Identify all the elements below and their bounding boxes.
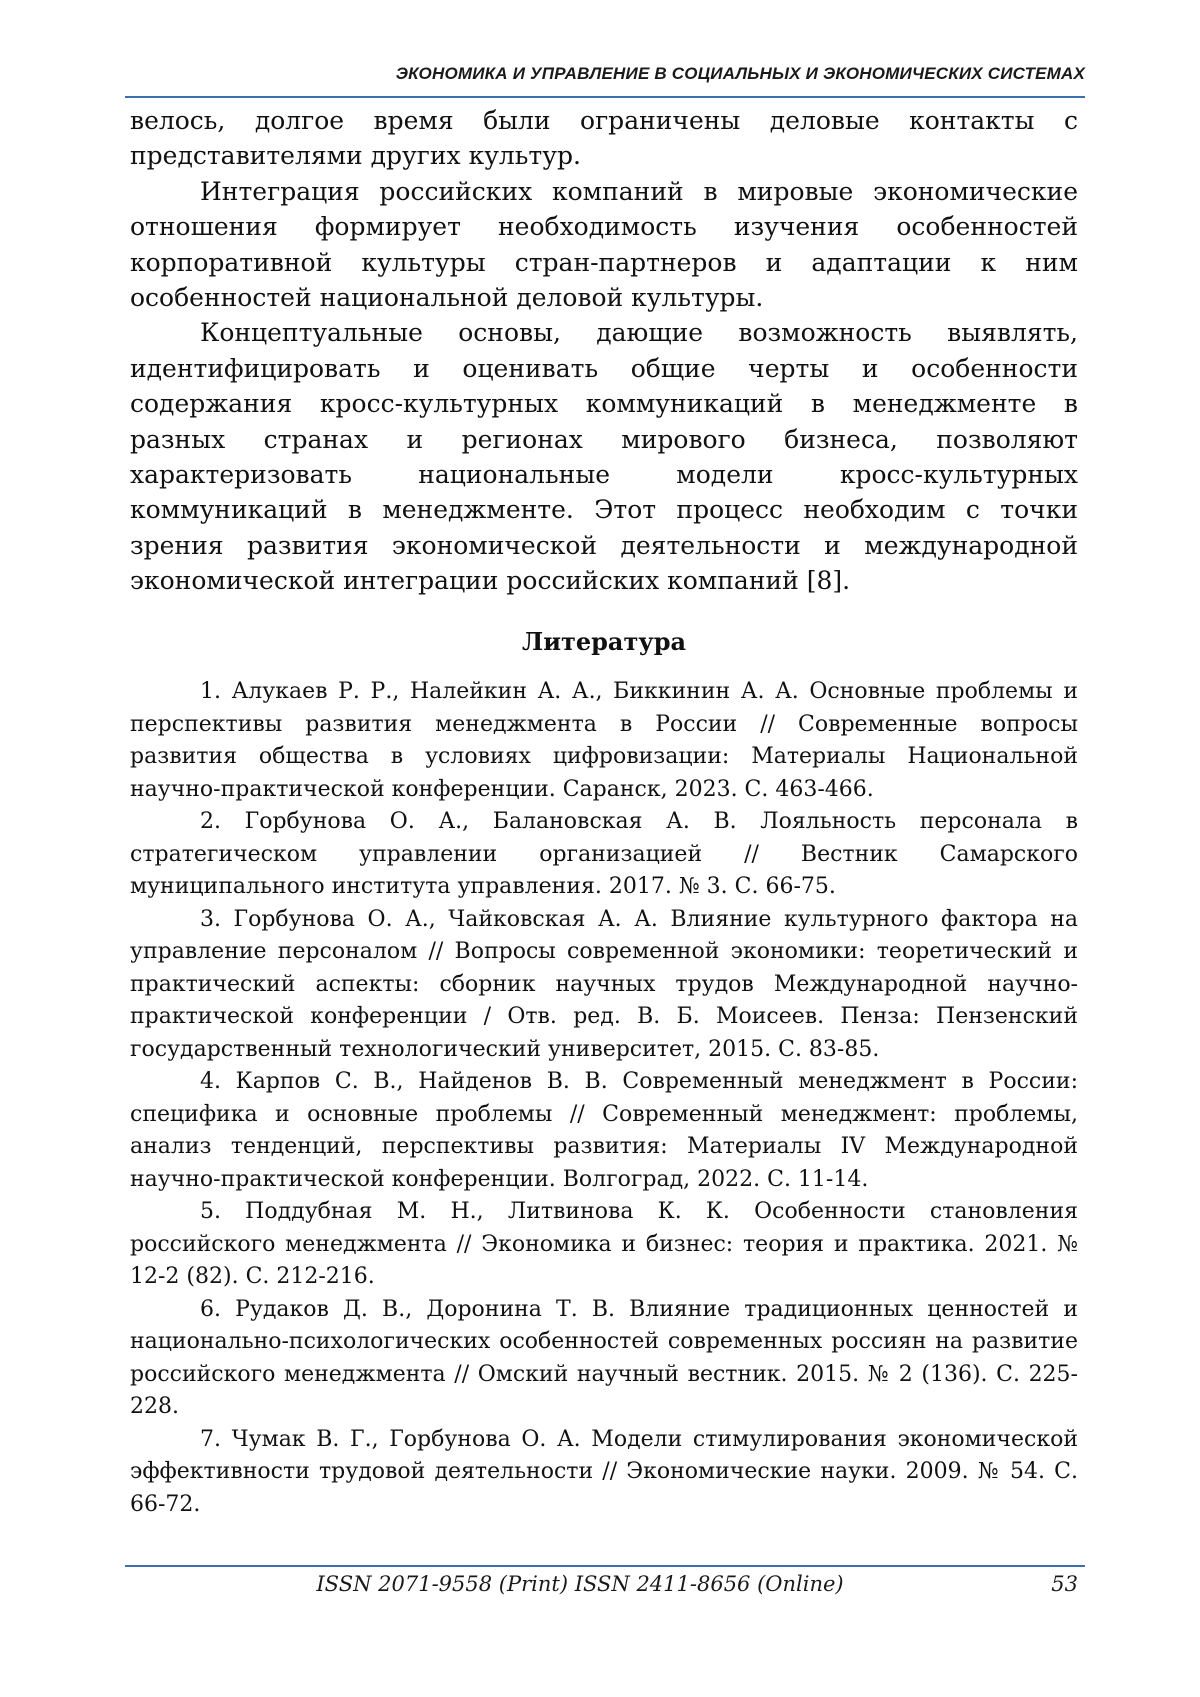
body-paragraph: Интеграция российских компаний в мировые экономические отношения формирует необходимость изучения особенностей корпоративной культуры стран-партнеров и адаптации к ним особенностей национальной деловой культуры. <box>130 176 1078 313</box>
body-paragraph: Концептуальные основы, дающие возможность выявлять, идентифицировать и оценивать общие черты и особенности содержания кросс-культурных коммуникаций в менеджменте в разных странах и регионах мирового бизнеса, позволяют характеризовать национальные модели кросс-культурных коммуникаций в менеджменте. Этот процесс необходим с точки зрения развития экономической деятельности и международной экономической интеграции российских компаний [8]. <box>130 318 1078 596</box>
page-number: 53 <box>1051 1572 1078 1596</box>
references-list <box>130 676 1078 1521</box>
reference-item: 1. Алукаев Р. Р., Налейкин А. А., Биккинин А. А. Основные проблемы и перспективы развития менеджмента в России // Современные вопросы развития общества в условиях цифровизации: Материалы Национальной научно-практической конференции. Саранск, 2023. С. 463-466. <box>130 679 1078 802</box>
body-text <box>130 103 1078 599</box>
footer-divider <box>125 1565 1085 1567</box>
header-divider <box>125 96 1085 98</box>
running-header: ЭКОНОМИКА И УПРАВЛЕНИЕ В СОЦИАЛЬНЫХ И ЭКОНОМИЧЕСКИХ СИСТЕМАХ <box>395 64 1085 83</box>
reference-item: 7. Чумак В. Г., Горбунова О. А. Модели стимулирования экономической эффективности трудовой деятельности // Экономические науки. 2009. № 54. С. 66-72. <box>130 1426 1078 1517</box>
reference-item: 6. Рудаков Д. В., Доронина Т. В. Влияние традиционных ценностей и национально-психологических особенностей современных россиян на развитие российского менеджмента // Омский научный вестник. 2015. № 2 (136). С. 225-228. <box>130 1296 1078 1419</box>
reference-item: 4. Карпов С. В., Найденов В. В. Современный менеджмент в России: специфика и основные проблемы // Современный менеджмент: проблемы, анализ тенденций, перспективы развития: Материалы IV Международной научно-практической конференции. Волгоград, 2022. С. 11-14. <box>130 1069 1078 1192</box>
reference-item: 5. Поддубная М. Н., Литвинова К. К. Особенности становления российского менеджмента // Экономика и бизнес: теория и практика. 2021. № 12-2 (82). С. 212-216. <box>130 1199 1078 1289</box>
reference-item: 2. Горбунова О. А., Балановская А. В. Лояльность персонала в стратегическом управлении организацией // Вестник Самарского муниципального института управления. 2017. № 3. С. 66-75. <box>130 809 1078 899</box>
footer-issn: ISSN 2071-9558 (Print) ISSN 2411-8656 (Online) <box>316 1572 844 1596</box>
reference-item: 3. Горбунова О. А., Чайковская А. А. Влияние культурного фактора на управление персоналом // Вопросы современной экономики: теоретический и практический аспекты: сборник научных трудов Международной научно-практической конференции / Отв. ред. В. Б. Моисеев. Пенза: Пензенский государственный технологический университет, 2015. С. 83-85. <box>130 906 1078 1062</box>
body-paragraph: велось, долгое время были ограничены деловые контакты с представителями других культур. <box>130 106 1078 171</box>
references-heading: Литература <box>521 627 687 656</box>
